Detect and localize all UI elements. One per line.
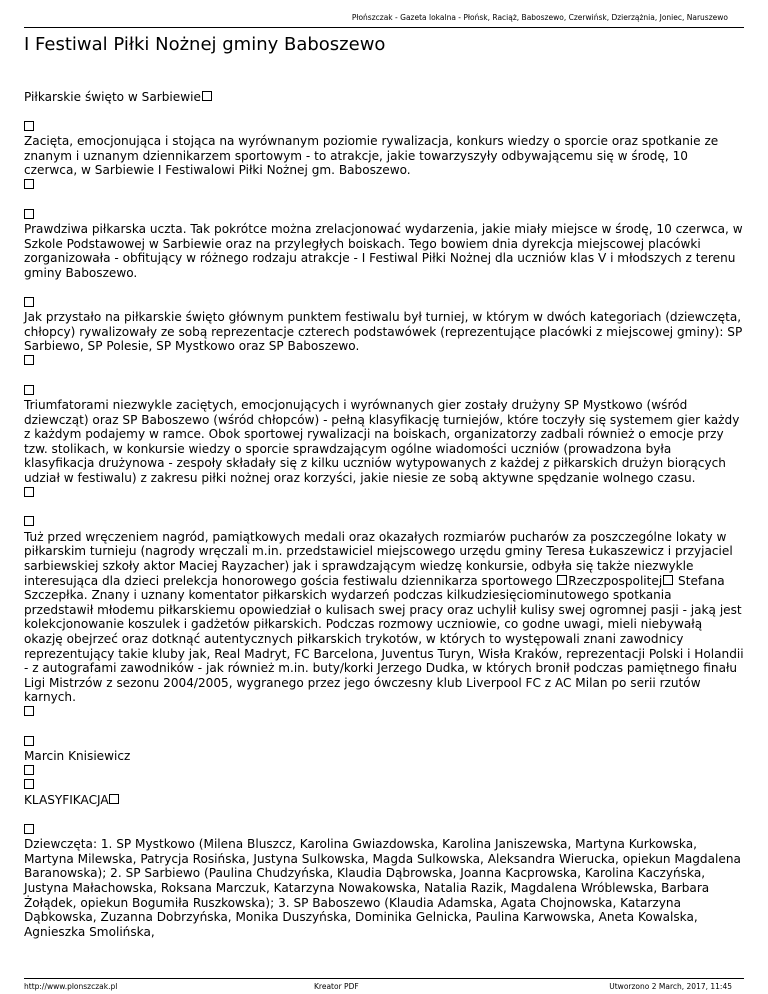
- missing-glyph-icon: [24, 765, 34, 775]
- missing-glyph-icon: [24, 385, 34, 395]
- missing-glyph-icon: [109, 794, 119, 804]
- classification-text: Dziewczęta: 1. SP Mystkowo (Milena Bluszcz, Karolina Gwiazdowska, Karolina Janiszewska, Martyna Kurkowska, Martyna Milewska, Patrycja Rosińska, Justyna Sulkowska, Magda Sulkowska, Aleksandra Wierucka, opiekun Magdalena Baranowska); 2. SP Sarbiewo (Paulina Chudzyńska, Klaudia Dąbrowska, Joanna Kacprowska, Karolina Kaczyńska, Justyna Małachowska, Roksana Marczuk, Katarzyna Nowakowska, Natalia Razik, Magdalena Wróblewska, Barbara Żołądek, opiekun Bogumiła Ruszkowska); 3. SP Baboszewo (Klaudia Adamska, Agata Chojnowska, Katarzyna Dąbkowska, Zuzanna Dobrzyńska, Monika Duszyńska, Dominika Gelnicka, Paulina Karwowska, Aneta Kowalska, Agnieszka Smolińska,: [24, 837, 741, 939]
- article-title: I Festiwal Piłki Nożnej gminy Baboszewo: [24, 34, 386, 55]
- article-body: [24, 34, 744, 954]
- header-divider: [24, 27, 744, 28]
- missing-glyph-icon: [24, 706, 34, 716]
- missing-glyph-icon: [663, 575, 673, 585]
- paragraph-3: [24, 296, 744, 369]
- missing-glyph-icon: [24, 121, 34, 131]
- missing-glyph-icon: [24, 487, 34, 497]
- missing-glyph-icon: [24, 297, 34, 307]
- header-text: Płońszczak - Gazeta lokalna - Płońsk, Raciąż, Baboszewo, Czerwińsk, Dzierzążnia, Joniec, Naruszewo: [351, 13, 728, 22]
- missing-glyph-icon: [24, 779, 34, 789]
- classification-block: [24, 823, 744, 940]
- footer-generator: Kreator PDF: [314, 982, 359, 991]
- missing-glyph-icon: [202, 91, 212, 101]
- paragraph-4: [24, 384, 744, 501]
- missing-glyph-icon: [24, 736, 34, 746]
- page-header: [352, 13, 728, 22]
- paragraph-text: Tuż przed wręczeniem nagród, pamiątkowych medali oraz okazałych rozmiarów pucharów za poszczególne lokaty w piłkarskim turnieju (nagrody wręczali m.in. przedstawiciel miejscowego urzędu gminy Teresa Łukaszewicz i przyjaciel sarbiewskiej szkoły aktor Maciej Rayzacher) jak i sprawdzającym wiedzę konkursie, odbyła się także niezwykle interesująca dla dzieci prelekcja honorowego gościa festiwalu dziennikarza sportowego: [24, 529, 733, 588]
- article-subtitle: [24, 90, 744, 105]
- paragraph-2: [24, 208, 744, 281]
- subtitle-text: Piłkarskie święto w Sarbiewie: [24, 90, 201, 104]
- author-block: [24, 735, 744, 808]
- page-footer: [24, 978, 744, 991]
- paragraph-text: Zacięta, emocjonująca i stojąca na wyrównanym poziomie rywalizacja, konkurs wiedzy o sporcie oraz spotkanie ze znanym i uznanym dziennikarzem sportowym - to atrakcje, jakie towarzyszyły odbywającemu się w środę, 10 czerwca, w Sarbiewie I Festiwalowi Piłki Nożnej gm. Baboszewo.: [24, 134, 719, 178]
- paragraph-5: [24, 515, 744, 719]
- missing-glyph-icon: [24, 824, 34, 834]
- missing-glyph-icon: [24, 355, 34, 365]
- missing-glyph-icon: [24, 179, 34, 189]
- missing-glyph-icon: [24, 209, 34, 219]
- paragraph-text: Prawdziwa piłkarska uczta. Tak pokrótce można zrelacjonować wydarzenia, jakie miały miejsce w środę, 10 czerwca, w Szkole Podstawowej w Sarbiewie oraz na przyległych boiskach. Tego bowiem dnia dyrekcja miejscowej placówki zorganizowała - obfitujący w różnego rodzaju atrakcje - I Festiwal Piłki Nożnej dla uczniów klas V i młodszych z terenu gminy Baboszewo.: [24, 222, 743, 280]
- newspaper-name: Rzeczpospolitej: [568, 573, 663, 588]
- classification-heading: KLASYFIKACJA: [24, 792, 109, 807]
- paragraph-text: Jak przystało na piłkarskie święto głównym punktem festiwalu był turniej, w którym w dwóch kategoriach (dziewczęta, chłopcy) rywalizowały ze sobą reprezentacje czterech podstawówek (reprezentujące placówki z miejscowej gminy): SP Sarbiewo, SP Polesie, SP Mystkowo oraz SP Baboszewo.: [24, 310, 743, 354]
- paragraph-1: [24, 120, 744, 193]
- paragraph-text: Triumfatorami niezwykle zaciętych, emocjonujących i wyrównanych gier zostały drużyny SP Mystkowo (wśród dziewcząt) oraz SP Baboszewo (wśród chłopców) - pełną klasyfikację turniejów, które toczyły się systemem gier każdy z każdym podajemy w ramce. Obok sportowej rywalizacji na boiskach, organizatorzy zadbali również o emocje przy tzw. stolikach, w konkursie wiedzy o sporcie sprawdzającym ogólne wiadomości uczniów (prowadzona była klasyfikacja drużynowa - zespoły składały się z kilku uczniów wytypowanych z każdej z piłkarskich drużyn biorących udział w festiwalu) z zakresu piłki nożnej oraz korzyści, jakie niesie ze sobą aktywne spędzanie wolnego czasu.: [24, 398, 740, 486]
- footer-url: http://www.plonszczak.pl: [24, 982, 118, 991]
- missing-glyph-icon: [557, 575, 567, 585]
- paragraph-text: Stefana Szczepłka. Znany i uznany komentator piłkarskich wydarzeń podczas kilkudziesięciominutowego spotkania przedstawił młodemu piłkarskiemu opowiedział o kulisach swej pracy oraz uchylił kulisy swej ogromnej pasji - jaką jest kolekcjonowanie koszulek i gadżetów piłkarskich. Podczas rozmowy uczniowie, co godne uwagi, mieli niebywałą okazję obejrzeć oraz dotknąć autentycznych piłkarskich trykotów, w których to występowali znani zawodnicy reprezentujący takie kluby jak, Real Madryt, FC Barcelona, Juventus Turyn, Wisła Kraków, reprezentacji Polski i Holandii - z autografami zawodników - jak również m.in. buty/korki Jerzego Dudka, w których bronił podczas pamiętnego finału Ligi Mistrzów z sezonu 2004/2005, wygranego przez jego ówczesny klub Liverpool FC z AC Milan po serii rzutów karnych.: [24, 573, 744, 705]
- missing-glyph-icon: [24, 516, 34, 526]
- footer-created: Utworzono 2 March, 2017, 11:45: [609, 982, 732, 991]
- author-name: Marcin Knisiewicz: [24, 749, 131, 764]
